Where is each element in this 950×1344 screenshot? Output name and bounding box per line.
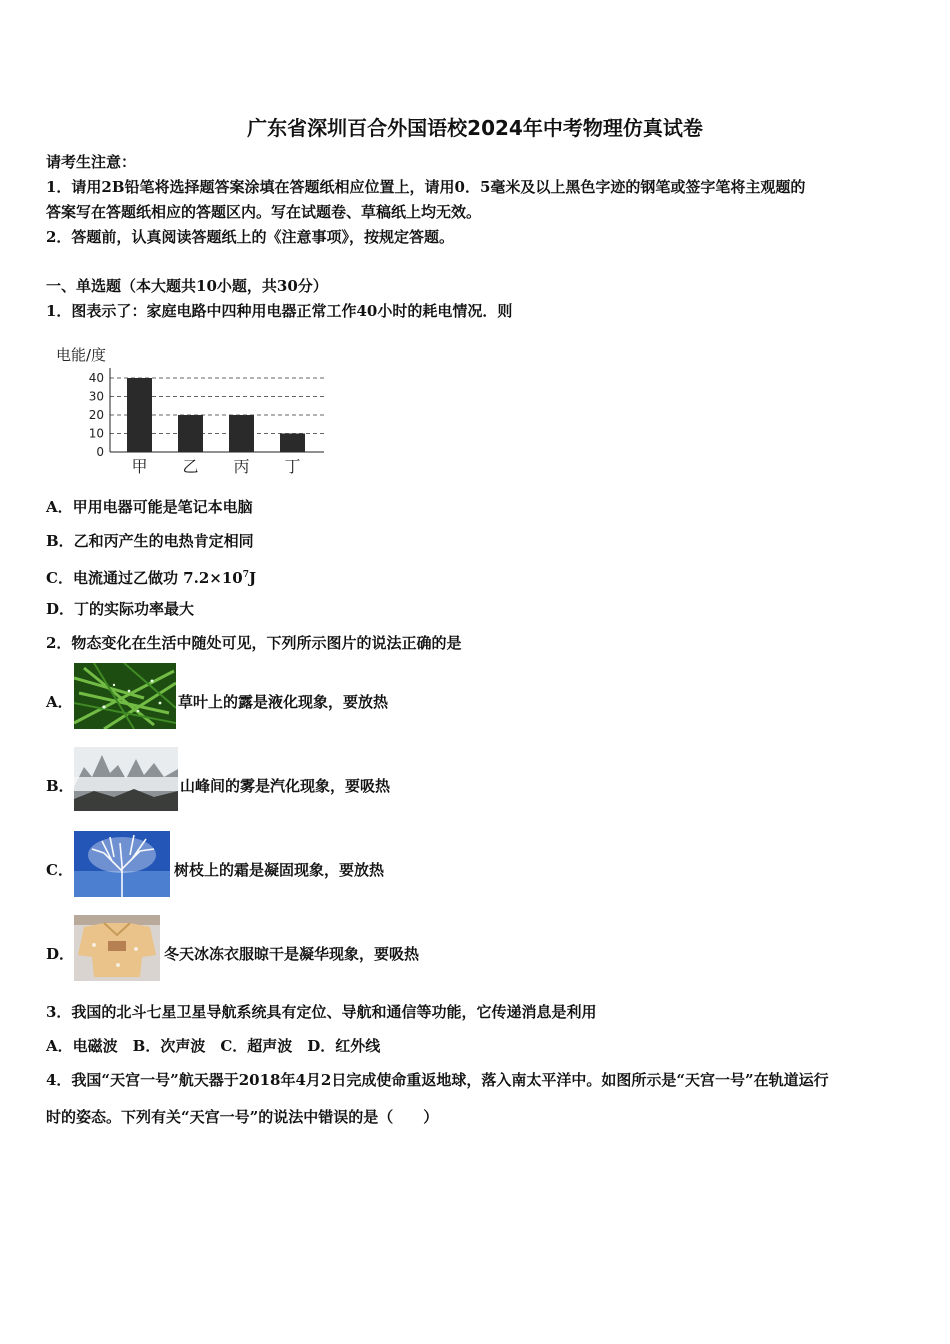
notice-line-1: 1．请用2B铅笔将选择题答案涂填在答题纸相应位置上，请用0．5毫米及以上黑色字迹的钢笔或签字笔将主观题的 xyxy=(46,178,806,196)
q2-d-text: 冬天冰冻衣服晾干是凝华现象，要吸热 xyxy=(164,945,420,963)
q2-a-text: 草叶上的露是液化现象，要放热 xyxy=(178,693,389,711)
energy-bar-chart xyxy=(52,340,342,480)
y-tick-label: 40 xyxy=(88,371,104,385)
notice-line-3: 2．答题前，认真阅读答题纸上的《注意事项》，按规定答题。 xyxy=(46,228,454,246)
q2-b-text: 山峰间的雾是汽化现象，要吸热 xyxy=(180,777,391,795)
notice-line-2: 答案写在答题纸相应的答题区内。写在试题卷、草稿纸上均无效。 xyxy=(46,203,482,221)
section-heading: 一、单选题（本大题共10小题，共30分） xyxy=(46,277,328,295)
dew-grass-image xyxy=(74,663,176,729)
q2-b-label: B． xyxy=(46,777,74,795)
mountain-fog-image xyxy=(74,747,178,811)
y-tick-label: 30 xyxy=(88,389,104,404)
x-tick-label: 丁 xyxy=(284,457,301,476)
x-tick-label: 甲 xyxy=(131,457,148,476)
page-title: 广东省深圳百合外国语校2024年中考物理仿真试卷 xyxy=(247,116,703,140)
q2-d-label: D． xyxy=(46,945,75,963)
q1-stem: 1．图表示了：家庭电路中四种用电器正常工作40小时的耗电情况．则 xyxy=(46,302,513,320)
bar-4 xyxy=(280,434,305,453)
frozen-clothes-image xyxy=(74,915,160,981)
q3-options: A．电磁波 B．次声波 C．超声波 D．红外线 xyxy=(46,1037,381,1055)
q2-a-label: A． xyxy=(46,693,73,711)
q2-stem: 2．物态变化在生活中随处可见，下列所示图片的说法正确的是 xyxy=(46,634,462,652)
y-tick-label: 20 xyxy=(88,408,104,422)
bar-2 xyxy=(178,415,203,452)
q2-c-text: 树枝上的霜是凝固现象，要放热 xyxy=(174,861,385,879)
y-tick-label: 0 xyxy=(96,445,104,459)
x-tick-label: 乙 xyxy=(182,457,199,476)
notice-heading: 请考生注意： xyxy=(46,153,137,171)
q4-line-1: 4．我国“天宫一号”航天器于2018年4月2日完成使命重返地球，落入南太平洋中。如图所示是“天宫一号”在轨道运行 xyxy=(46,1071,829,1089)
bar-3 xyxy=(229,415,254,452)
chart-ylabel: 电能/度 xyxy=(56,346,107,364)
q1-option-c: C．电流通过乙做功 $7.2\times 10^7J$ xyxy=(46,569,257,587)
y-tick-label: 10 xyxy=(88,426,104,441)
q3-stem: 3．我国的北斗七星卫星导航系统具有定位、导航和通信等功能，它传递消息是利用 xyxy=(46,1003,597,1021)
q1-option-a: A．甲用电器可能是笔记本电脑 xyxy=(46,498,253,516)
bar-1 xyxy=(127,378,152,452)
q2-c-label: C． xyxy=(46,861,73,879)
x-tick-label: 丙 xyxy=(233,457,250,476)
frost-tree-image xyxy=(74,831,170,897)
q4-line-2: 时的姿态。下列有关“天宫一号”的说法中错误的是（ ） xyxy=(46,1108,439,1126)
q1-option-d: D．丁的实际功率最大 xyxy=(46,600,195,618)
q1-option-b: B．乙和丙产生的电热肯定相同 xyxy=(46,532,254,550)
